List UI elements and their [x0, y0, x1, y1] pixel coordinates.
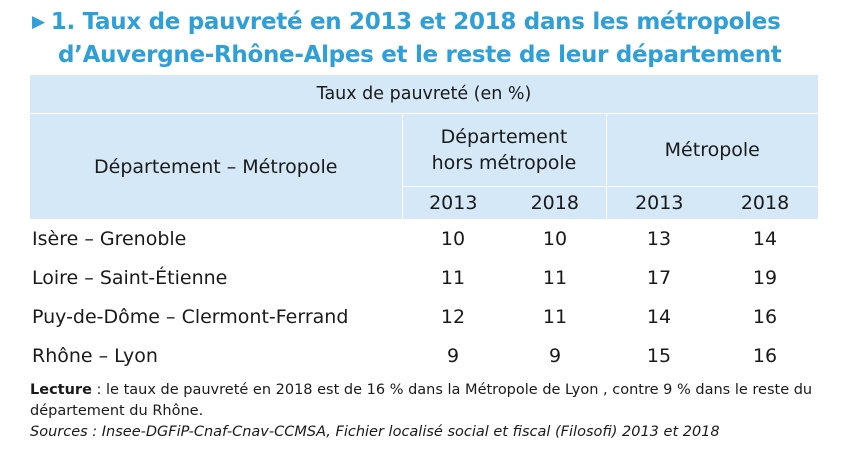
table-caption-row	[30, 75, 818, 114]
group-header-metropole: Métropole	[606, 114, 818, 187]
table-cell: 15	[646, 344, 672, 367]
table-cell: 11	[542, 305, 568, 328]
table-notes	[30, 380, 830, 443]
table-cell: 9	[548, 344, 562, 367]
lecture-text: : le taux de pauvreté en 2018 est de 16 % dans la Métropole de Lyon , contre 9 % dans le reste du département du Rhône.	[30, 382, 813, 419]
table-cell: 14	[646, 305, 672, 328]
table-cell: 16	[752, 344, 778, 367]
reading-note	[30, 380, 830, 422]
table-row	[30, 258, 818, 297]
table-cell: 19	[752, 266, 778, 289]
table-cell: 13	[646, 227, 672, 250]
lecture-label: Lecture	[30, 382, 92, 398]
title-line-1	[32, 9, 780, 35]
triangle-marker-icon: ▶	[32, 12, 45, 32]
table-row	[30, 336, 818, 375]
title-line-2: d’Auvergne-Rhône-Alpes et le reste de leur département	[58, 42, 782, 68]
table-cell: 17	[646, 266, 672, 289]
group1-line-2: hors métropole	[431, 152, 577, 174]
row-label: Isère – Grenoble	[32, 227, 187, 250]
table-cell: 9	[446, 344, 460, 367]
year-header: 2013	[429, 192, 478, 214]
figure-title	[32, 6, 832, 72]
group1-line-1: Département	[440, 126, 568, 148]
table-cell: 11	[440, 266, 466, 289]
year-header: 2018	[740, 192, 790, 214]
table-cell: 10	[542, 227, 568, 250]
table-row	[30, 297, 818, 336]
row-label: Loire – Saint-Étienne	[32, 266, 228, 289]
table-cell: 12	[440, 305, 466, 328]
table-row	[30, 219, 818, 258]
group-header-department-hors-metropole	[402, 114, 606, 187]
poverty-table	[30, 75, 818, 375]
title-text-1: 1. Taux de pauvreté en 2013 et 2018 dans les métropoles	[50, 9, 781, 35]
table-cell: 16	[752, 305, 778, 328]
table-group-header-row	[30, 114, 818, 187]
table-caption: Taux de pauvreté (en %)	[30, 75, 818, 114]
table-cell: 11	[542, 266, 568, 289]
sources-note: Sources : Insee-DGFiP-Cnaf-Cnav-CCMSA, Fichier localisé social et fiscal (Filosofi) 2013 et 2018	[30, 424, 720, 440]
year-header: 2018	[504, 187, 606, 220]
table-cell: 14	[752, 227, 778, 250]
column-header-department: Département – Métropole	[30, 114, 402, 220]
year-header: 2013	[635, 192, 684, 214]
row-label: Rhône – Lyon	[32, 344, 158, 367]
table-cell: 10	[440, 227, 466, 250]
row-label: Puy-de-Dôme – Clermont-Ferrand	[32, 305, 349, 328]
